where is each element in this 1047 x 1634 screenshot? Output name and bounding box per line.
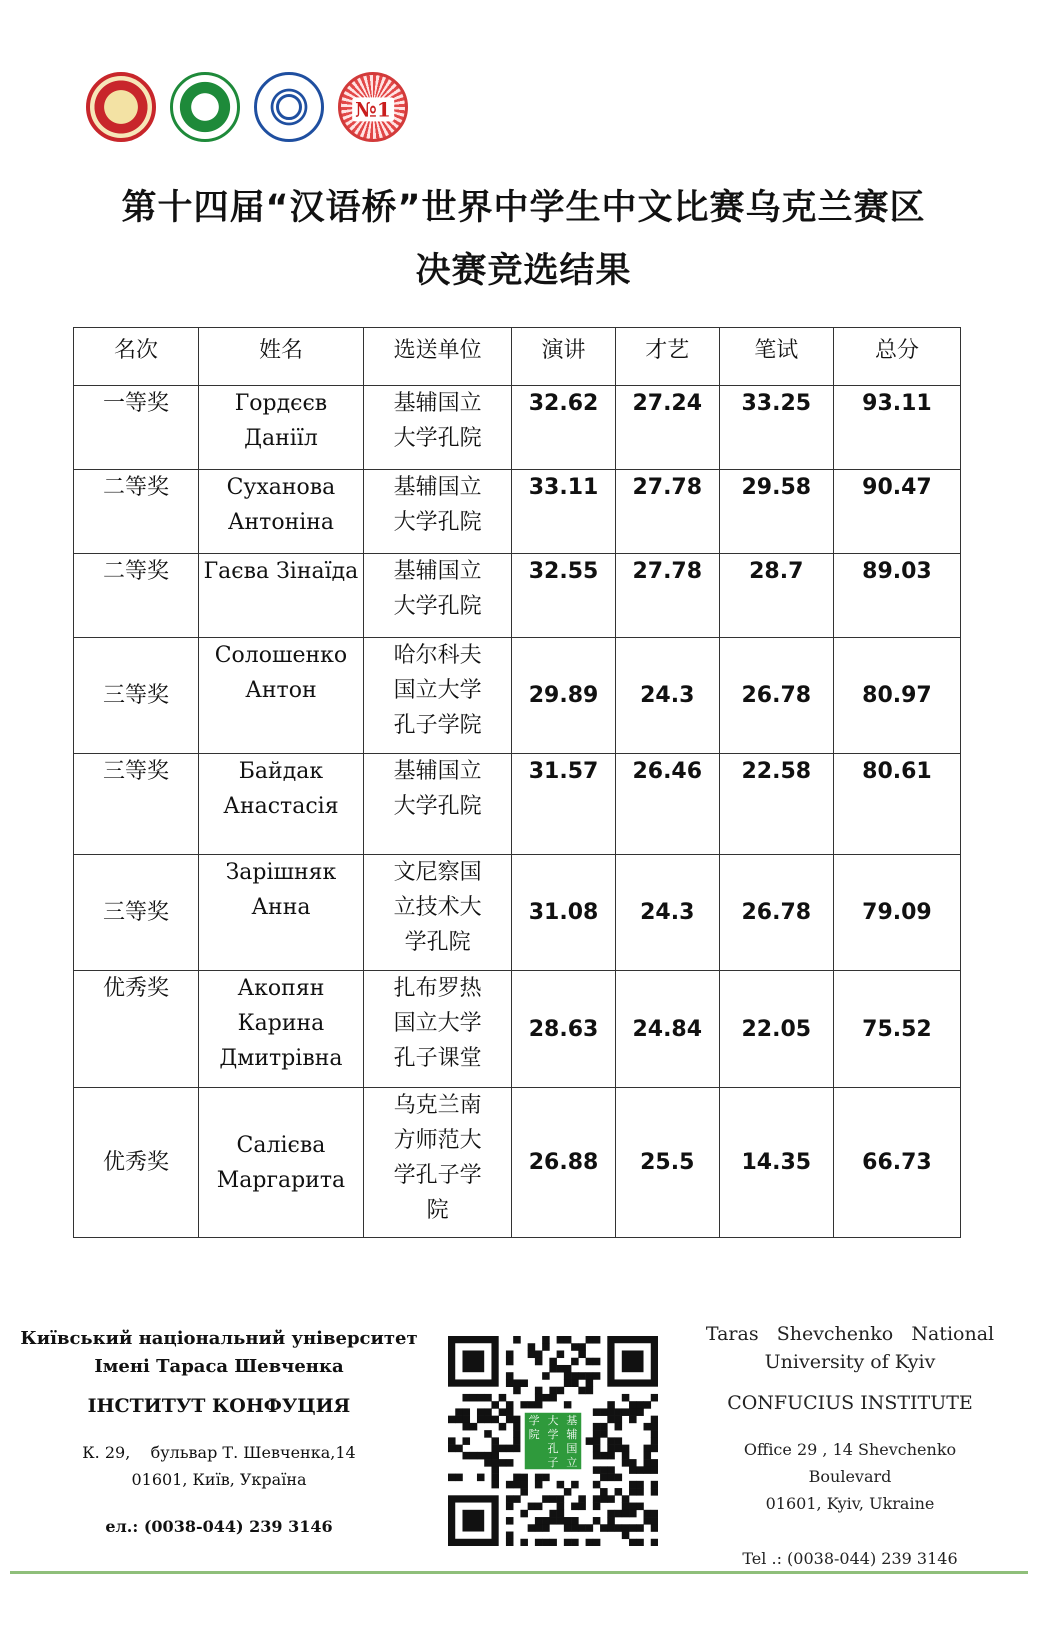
table-row [74, 470, 961, 554]
footer-institute-en: CONFUCIUS INSTITUTE [727, 1392, 973, 1414]
cell-unit [364, 1088, 512, 1238]
cell-speech: 32.62 [512, 386, 616, 470]
cell-written: 29.58 [719, 470, 833, 554]
name-line: Гордєєв [234, 391, 328, 416]
cell-speech: 32.55 [512, 554, 616, 638]
cell-unit [364, 754, 512, 855]
name-line: Солошенко [214, 643, 348, 668]
cell-talent: 27.78 [615, 554, 719, 638]
cell-written: 14.35 [719, 1088, 833, 1238]
qr-code-icon [448, 1336, 658, 1546]
footer-address-ua: К. 29, бульвар Т. Шевченка,14 01601, Київ, Україна [82, 1443, 356, 1489]
table-row [74, 386, 961, 470]
cell-written: 26.78 [719, 638, 833, 754]
svg-text:国: 国 [566, 1441, 578, 1455]
cell-talent: 24.3 [615, 855, 719, 971]
school-no1-logo: №1 [338, 72, 408, 142]
cell-total: 80.97 [833, 638, 960, 754]
svg-text:基: 基 [566, 1413, 578, 1427]
jilin-university-logo [254, 72, 324, 142]
cell-unit [364, 855, 512, 971]
cell-rank: 三等奖 [74, 855, 199, 971]
header-speech: 演讲 [512, 328, 616, 386]
cell-talent: 27.24 [615, 386, 719, 470]
university-seal-logo [86, 72, 156, 142]
name-line: Карина [237, 1011, 325, 1036]
logo-strip [86, 72, 408, 142]
name-line: Анна [251, 895, 311, 920]
header-talent: 才艺 [615, 328, 719, 386]
cell-unit [364, 554, 512, 638]
page-subtitle: 决赛竞选结果 [415, 251, 632, 291]
name-line: Антон [245, 678, 317, 703]
footer-phone-en: Tel .: (0038-044) 239 3146 [742, 1549, 958, 1568]
table-row [74, 554, 961, 638]
cell-total: 90.47 [833, 470, 960, 554]
svg-text:孔: 孔 [547, 1441, 559, 1455]
cell-talent: 25.5 [615, 1088, 719, 1238]
confucius-institute-logo [170, 72, 240, 142]
table-row [74, 1088, 961, 1238]
cell-talent: 27.78 [615, 470, 719, 554]
cell-speech: 33.11 [512, 470, 616, 554]
cell-written: 26.78 [719, 855, 833, 971]
cell-talent: 26.46 [615, 754, 719, 855]
cell-unit [364, 470, 512, 554]
header-total: 总分 [833, 328, 960, 386]
header-unit: 选送单位 [364, 328, 512, 386]
name-line: Суханова [226, 475, 336, 500]
svg-text:子: 子 [547, 1455, 559, 1469]
cell-total: 66.73 [833, 1088, 960, 1238]
cell-written: 28.7 [719, 554, 833, 638]
header-rank: 名次 [74, 328, 199, 386]
cell-name [198, 554, 363, 638]
svg-text:院: 院 [528, 1427, 540, 1441]
cell-rank: 三等奖 [74, 638, 199, 754]
svg-text:大: 大 [547, 1413, 559, 1427]
cell-speech: 31.57 [512, 754, 616, 855]
cell-name [198, 638, 363, 754]
cell-name [198, 754, 363, 855]
cell-written: 22.05 [719, 971, 833, 1088]
cell-unit [364, 971, 512, 1088]
name-line: Гаєва Зінаїда [203, 559, 359, 584]
cell-rank: 优秀奖 [74, 1088, 199, 1238]
cell-name [198, 386, 363, 470]
unit-text: 基辅国立大学孔院 [393, 759, 482, 819]
cell-total: 75.52 [833, 971, 960, 1088]
unit-text: 基辅国立大学孔院 [393, 475, 482, 535]
footer-institute-ua: ІНСТИТУТ КОНФУЦИЯ [87, 1395, 351, 1417]
name-line: Анастасія [223, 794, 339, 819]
footer-university-en: Taras Shevchenko National University of Kyiv [705, 1323, 995, 1373]
cell-rank: 一等奖 [74, 386, 199, 470]
cell-unit [364, 638, 512, 754]
table-row [74, 971, 961, 1088]
name-line: Акопян [237, 976, 325, 1001]
cell-name [198, 971, 363, 1088]
cell-talent: 24.84 [615, 971, 719, 1088]
cell-rank: 优秀奖 [74, 971, 199, 1088]
table-header-row [74, 328, 961, 386]
header-name: 姓名 [198, 328, 363, 386]
svg-text:辅: 辅 [566, 1427, 578, 1441]
cell-speech: 26.88 [512, 1088, 616, 1238]
name-line: Салієва [236, 1132, 326, 1158]
cell-speech: 29.89 [512, 638, 616, 754]
svg-text:立: 立 [566, 1455, 578, 1469]
cell-name [198, 855, 363, 971]
cell-speech: 28.63 [512, 971, 616, 1088]
footer-divider [10, 1571, 1028, 1574]
header-written: 笔试 [719, 328, 833, 386]
cell-talent: 24.3 [615, 638, 719, 754]
unit-text: 扎布罗热国立大学孔子课堂 [393, 976, 482, 1071]
footer-english-contact [700, 1320, 1000, 1568]
name-line: Маргарита [216, 1167, 346, 1193]
cell-name [198, 470, 363, 554]
page-title: 第十四届“汉语桥”世界中学生中文比赛乌克兰赛区 [121, 188, 926, 228]
unit-text: 基辅国立大学孔院 [393, 559, 482, 619]
svg-text:学: 学 [547, 1427, 559, 1441]
cell-rank: 三等奖 [74, 754, 199, 855]
cell-rank: 二等奖 [74, 554, 199, 638]
cell-total: 80.61 [833, 754, 960, 855]
name-line: Дмитрівна [219, 1046, 343, 1071]
unit-text: 基辅国立大学孔院 [393, 391, 482, 451]
table-row [74, 754, 961, 855]
footer-address-en: Office 29 , 14 Shevchenko Boulevard 01601, Kyiv, Ukraine [743, 1440, 957, 1513]
unit-text: 乌克兰南方师范大学孔子学院 [393, 1093, 482, 1223]
footer-phone-ua: ел.: (0038-044) 239 3146 [105, 1517, 333, 1536]
results-body [74, 386, 961, 1238]
cell-written: 33.25 [719, 386, 833, 470]
cell-written: 22.58 [719, 754, 833, 855]
cell-total: 79.09 [833, 855, 960, 971]
name-line: Байдак [238, 759, 324, 784]
unit-text: 哈尔科夫国立大学孔子学院 [393, 643, 482, 738]
table-row [74, 638, 961, 754]
unit-text: 文尼察国立技术大学孔院 [393, 860, 482, 955]
results-table [73, 327, 961, 1238]
cell-unit [364, 386, 512, 470]
cell-speech: 31.08 [512, 855, 616, 971]
cell-total: 93.11 [833, 386, 960, 470]
name-line: Антоніна [227, 510, 335, 535]
name-line: Зарішняк [225, 860, 337, 885]
name-line: Даніїл [244, 426, 318, 451]
svg-text:学: 学 [528, 1413, 540, 1427]
cell-name [198, 1088, 363, 1238]
footer-ukrainian-contact [20, 1325, 418, 1536]
cell-total: 89.03 [833, 554, 960, 638]
footer-university-ua: Київський національний університет Імені Тараса Шевченка [20, 1328, 418, 1377]
cell-rank: 二等奖 [74, 470, 199, 554]
table-row [74, 855, 961, 971]
